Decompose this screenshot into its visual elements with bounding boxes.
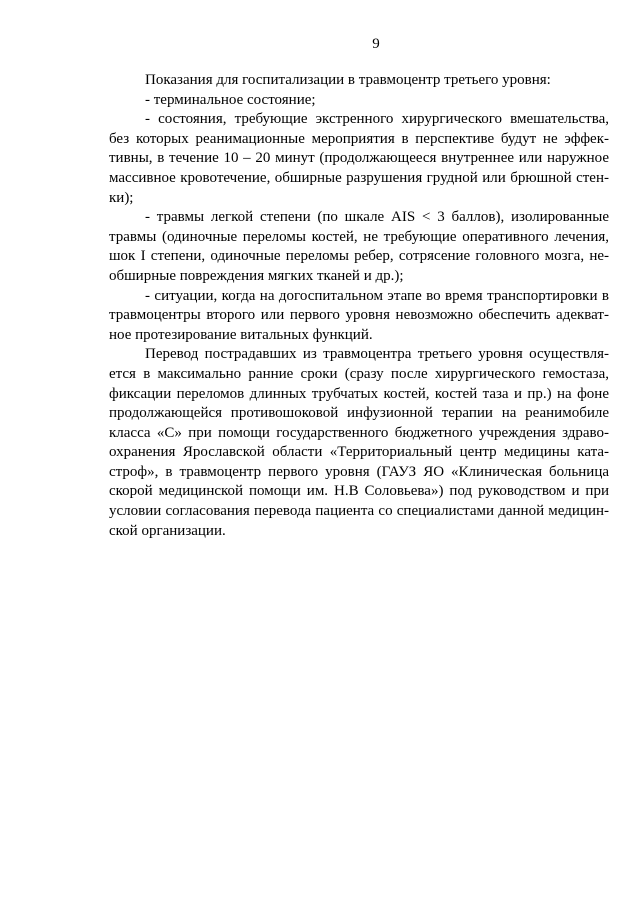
hospitalization-heading: Показания для госпитализации в травмоцентр третьего уровня: [145, 72, 551, 88]
page-number: 9 [372, 36, 380, 52]
document-body [109, 71, 609, 541]
list-item-mild-injuries: - травмы легкой степени (по шкале AIS < 3 баллов), изолированные травмы (одиночные переломы костей, не требующие оперативного лечения, шок I степени, одиночные переломы ребер, сотрясение головного мозга, необширные повреждения мягких тканей и др.); [109, 209, 609, 284]
list-item-emergency-surgery: - состояния, требующие экстренного хирургического вмешательства, без которых реанимационные мероприятия в перспективе будут не эффективны, в течение 10 – 20 минут (продолжающееся внутреннее или наружное массивное кровотечение, обширные разрушения грудной или брюшной стенки); [109, 111, 609, 206]
list-item-transport-situations: - ситуации, когда на догоспитальном этапе во время транспортировки в травмоцентры второго или первого уровня невозможно обеспечить адекватное протезирование витальных функций. [109, 287, 609, 343]
transfer-paragraph: Перевод пострадавших из травмоцентра третьего уровня осуществляется в максимально ранние сроки (сразу после хирургического гемостаза, фиксации переломов длинных трубчатых костей, костей таза и пр.) на фоне продолжающейся противошоковой инфузионной терапии на реанимобиле класса «С» при помощи государственного бюджетного учреждения здравоохранения Ярославской области «Территориальный центр медицины катастроф», в травмоцентр первого уровня (ГАУЗ ЯО «Клиническая больница скорой медицинской помощи им. Н.В Соловьева») под руководством и при условии согласования перевода пациента со специалистами данной медицинской организации. [109, 346, 609, 539]
list-item-terminal-state: - терминальное состояние; [145, 91, 316, 108]
